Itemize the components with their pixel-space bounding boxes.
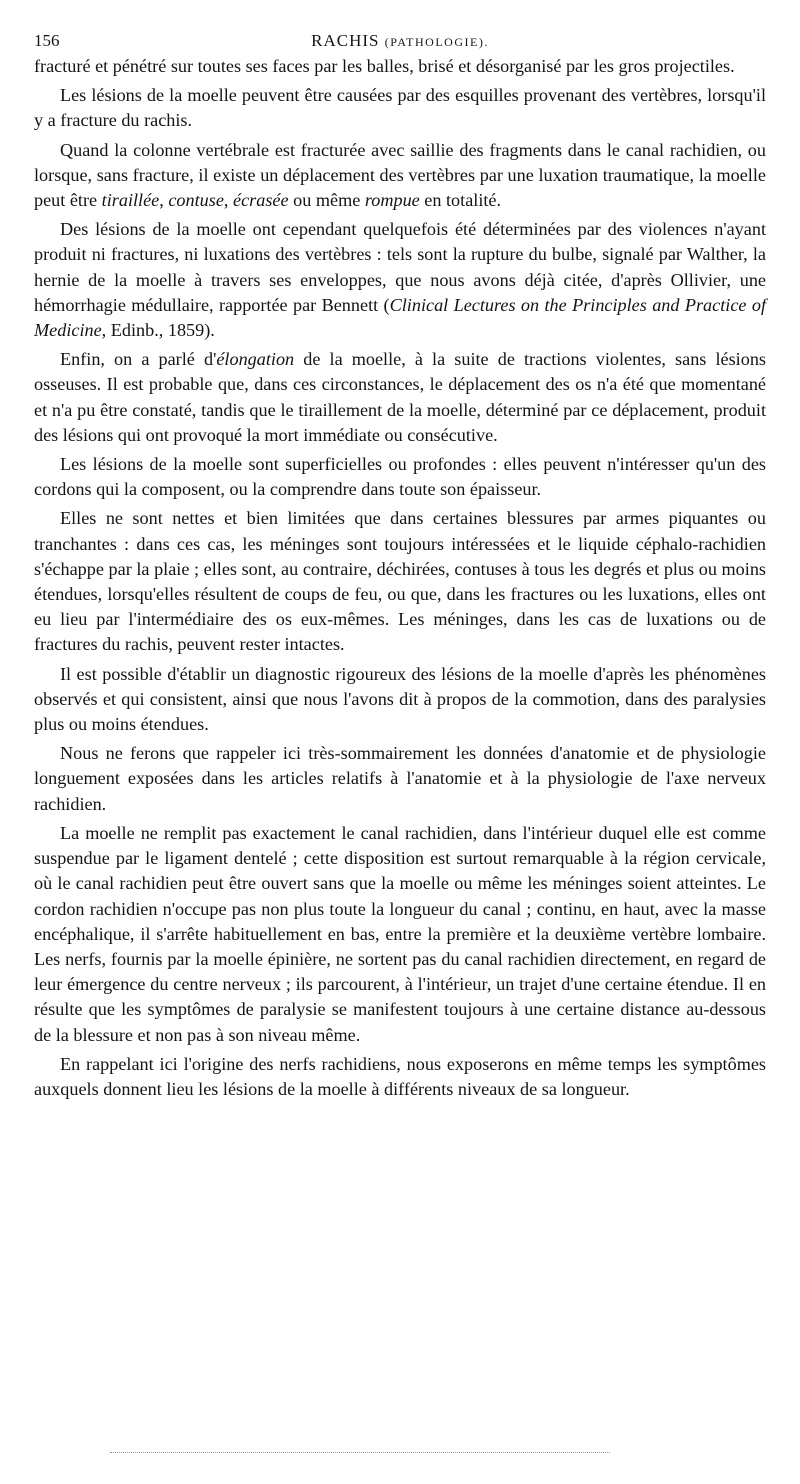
text-run: ou même [288,190,365,211]
paragraph [34,54,766,79]
paragraph [34,662,766,738]
text-run: , Edinb., 1859). [101,320,215,341]
text-run: Quand la colonne vertébrale est fracturée avec saillie des fragments dans le canal rachidien, ou lorsque, sans fracture, il existe un déplacement des vertèbres par une luxation traumatique, la moelle peut être [34,139,766,211]
text-run: La moelle ne remplit pas exactement le canal rachidien, dans l'intérieur duquel elle est comme suspendue par le ligament dentelé ; cette disposition est surtout remarquable à la région cervicale, où le canal rachidien peut être ouvert sans que la moelle ou même les méninges soient atteintes. Le cordon rachidien n'occupe pas non plus toute la longueur du canal ; continu, en haut, avec la masse encéphalique, il s'arrête habituellement en bas, entre la première et la deuxième vertèbre lombaire. Les nerfs, fournis par la moelle épinière, ne sortent pas du canal rachidien directement, en regard de leur émergence du centre nerveux ; ils parcourent, à l'intérieur, un trajet d'une certaine étendue. Il en résulte que les symptômes de paralysie se manifestent toujours à une certaine distance au-dessous de la blessure et non pas à son niveau même. [34,822,766,1045]
paragraph [34,83,766,133]
italic-text: Clinical Lectures on the Principles and Practice of Medicine [34,294,766,341]
page-number: 156 [34,31,60,50]
paragraph [34,821,766,1048]
paragraph [34,741,766,817]
paragraph [34,1052,766,1102]
running-head [34,28,766,55]
text-run: de la moelle, à la suite de tractions violentes, sans lésions osseuses. Il est probable que, dans ces circonstances, le déplacement des os n'a été que momentané et n'a pu être constaté, tandis que le tiraillement de la moelle, déterminé par ce déplacement, produit des lésions qui ont provoqué la mort immédiate ou consécutive. [34,349,766,445]
body-text [34,54,766,1102]
text-run: Nous ne ferons que rappeler ici très-sommairement les données d'anatomie et de physiologie longuement exposées dans les articles relatifs à l'anatomie et à la physiologie de l'axe nerveux rachidien. [34,743,766,814]
text-run: Elles ne sont nettes et bien limitées que dans certaines blessures par armes piquantes ou tranchantes : dans ces cas, les méninges sont toujours intéressées et le liquide céphalo-rachidien s'échappe par la plaie ; elles sont, au contraire, déchirées, contuses à tous les degrés et plus ou moins étendues, lorsqu'elles résultent de coups de feu, ou que, dans les fractures ou les luxations, elles ont eu lieu par l'intermédiaire des os eux-mêmes. Les méninges, dans les cas de luxations ou de fractures du rachis, peuvent rester intactes. [34,508,766,655]
italic-text: contuse [168,190,224,211]
page-bottom-rule [110,1452,610,1453]
paragraph [34,138,766,214]
italic-text: tiraillée [101,190,160,211]
book-page [34,28,766,1106]
paragraph [34,347,766,448]
paragraph [34,506,766,657]
text-run: , [223,190,234,211]
text-run: Des lésions de la moelle ont cependant quelquefois été déterminées par des violences n'ayant produit ni fractures, ni luxations des vertèbres : tels sont la rupture du bulbe, signalé par Walther, la hernie de la moelle à travers ses enveloppes, que nous avons déjà citée, d'après Ollivier, une hémorrhagie médullaire, rapportée par Bennett ( [34,219,766,315]
text-run: Les lésions de la moelle peuvent être causées par des esquilles provenant des vertèbres, lorsqu'il y a fracture du rachis. [34,85,766,131]
italic-text: rompue [364,190,420,211]
paragraph [34,217,766,343]
page-header [34,28,766,54]
text-run: Les lésions de la moelle sont superficielles ou profondes : elles peuvent n'intéresser qu'un des cordons qui la composent, ou la comprendre dans toute son épaisseur. [34,454,766,500]
text-run: , [159,190,169,211]
text-run: fracturé et pénétré sur toutes ses faces par les balles, brisé et désorganisé par les gros projectiles. [34,56,735,76]
running-title-section: (PATHOLOGIE). [384,35,489,49]
running-title: RACHIS [311,31,380,50]
text-run: Il est possible d'établir un diagnostic rigoureux des lésions de la moelle d'après les phénomènes observés et qui consistent, ainsi que nous l'avons dit à propos de la commotion, dans des paralysies plus ou moins étendues. [34,663,766,735]
paragraph [34,452,766,502]
italic-text: écrasée [233,190,289,211]
italic-text: élongation [216,349,295,370]
text-run: En rappelant ici l'origine des nerfs rachidiens, nous exposerons en même temps les symptômes auxquels donnent lieu les lésions de la moelle à différents niveaux de sa longueur. [34,1053,766,1099]
text-run: en totalité. [419,190,502,211]
text-run: Enfin, on a parlé d' [60,349,217,370]
